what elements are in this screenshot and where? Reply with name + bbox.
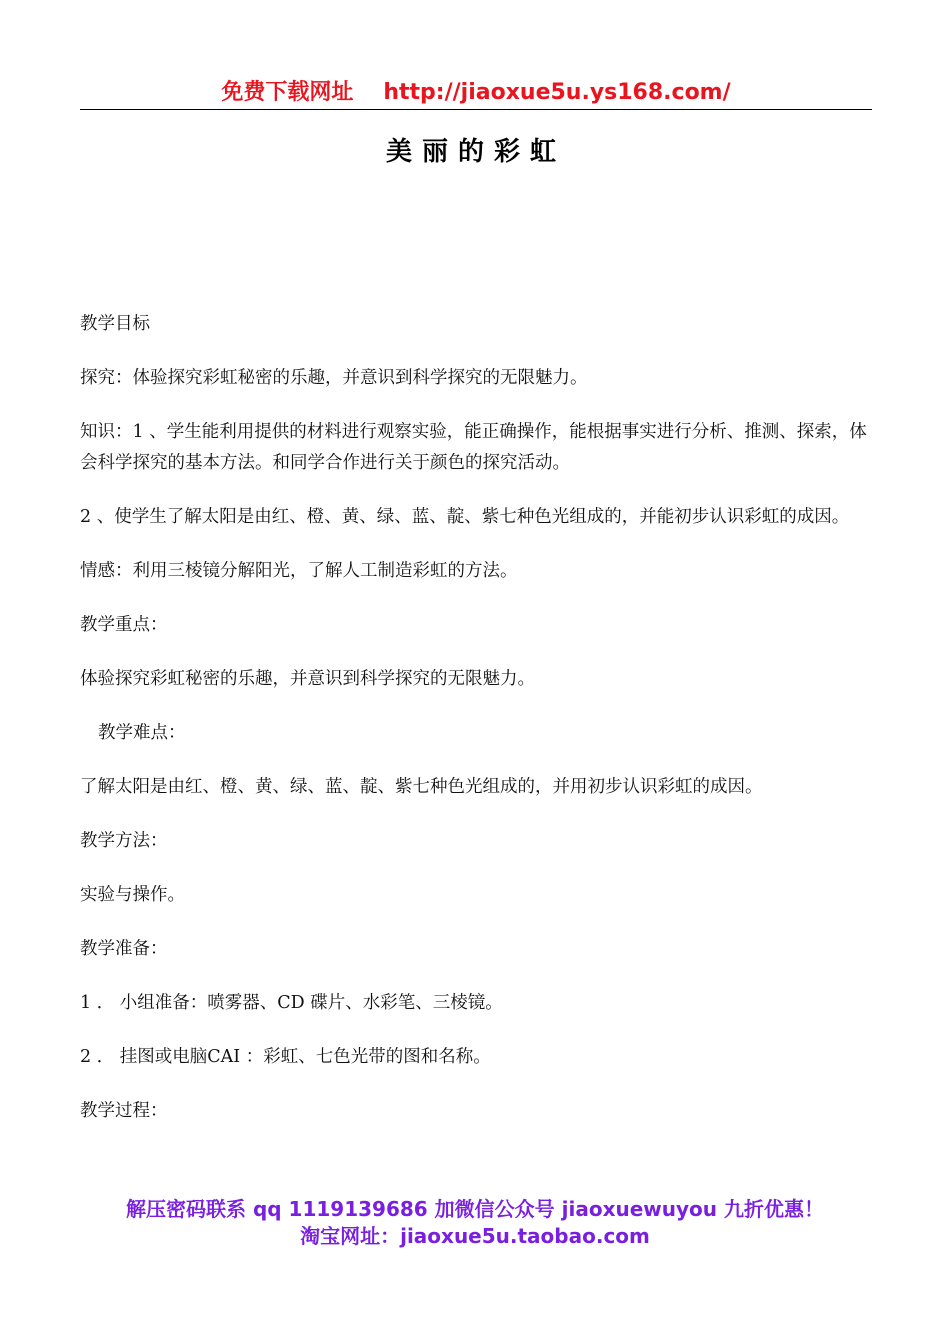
objective-explore: 探究：体验探究彩虹秘密的乐趣，并意识到科学探究的无限魅力。 [80,368,588,388]
difficulties-text: 了解太阳是由红、橙、黄、绿、蓝、靛、紫七种色光组成的，并用初步认识彩虹的成因。 [80,777,763,797]
preparation-item-1: 1 ． 小组准备：喷雾器、CD 碟片、水彩笔、三棱镜。 [80,993,503,1013]
header-label: 免费下载网址 [221,80,354,105]
footer-shop-link[interactable]: 淘宝网址：jiaoxue5u.taobao.com [300,1224,650,1248]
header-divider [80,109,872,110]
objective-emotion: 情感：利用三棱镜分解阳光，了解人工制造彩虹的方法。 [80,561,518,581]
document-body [80,309,872,1150]
header-url-link[interactable]: http://jiaoxue5u.ys168.com/ [383,80,731,105]
objective-knowledge-2: 2 、使学生了解太阳是由红、橙、黄、绿、蓝、靛、紫七种色光组成的，并能初步认识彩虹的成因。 [80,507,850,527]
page-header [80,78,872,108]
process-heading: 教学过程： [80,1101,168,1121]
methods-text: 实验与操作。 [80,885,185,905]
key-points-heading: 教学重点： [80,615,168,635]
difficulties-heading: 教学难点： [98,723,186,743]
objective-knowledge-1: 知识：1 、学生能利用提供的材料进行观察实验，能正确操作，能根据事实进行分析、推测、探索，体会科学探究的基本方法。和同学合作进行关于颜色的探究活动。 [80,422,867,473]
preparation-heading: 教学准备： [80,939,168,959]
preparation-item-2: 2 ． 挂图或电脑CAI ：彩虹、七色光带的图和名称。 [80,1047,491,1067]
key-points-text: 体验探究彩虹秘密的乐趣，并意识到科学探究的无限魅力。 [80,669,535,689]
document-title: 美丽的彩虹 [385,137,566,167]
footer-contact-line: 解压密码联系 qq 1119139686 加微信公众号 jiaoxuewuyou 九折优惠！ [126,1197,824,1221]
page-footer [40,1196,910,1250]
methods-heading: 教学方法： [80,831,168,851]
objectives-heading: 教学目标 [80,314,150,334]
